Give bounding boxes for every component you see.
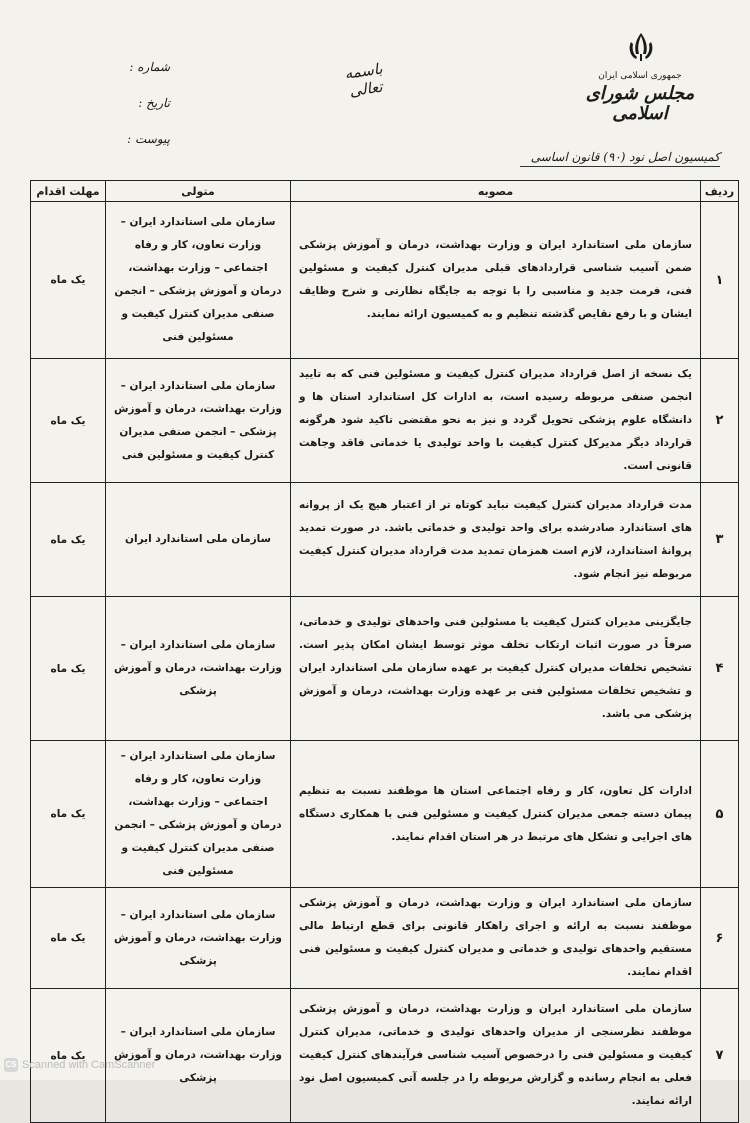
row-number: ۷	[701, 989, 739, 1123]
table-row	[31, 483, 739, 597]
motto: باسمه تعالی	[343, 59, 384, 101]
row-deadline: یک ماه	[31, 359, 106, 483]
row-resolution: سازمان ملی استاندارد ایران و وزارت بهداشت، درمان و آموزش پزشکی ضمن آسیب شناسی قراردادهای قبلی مدیران کنترل کیفیت و مسئولین فنی، فرمت جدید و مناسبی را با توجه به جایگاه نظارتی و شرح وظایف ایشان و با رفع نقایص گذشته تنظیم و به کمیسیون ارائه نمایند.	[291, 202, 701, 359]
row-deadline: یک ماه	[31, 202, 106, 359]
row-resolution: یک نسخه از اصل قرارداد مدیران کنترل کیفیت و مسئولین فنی که به تایید انجمن صنفی مربوطه رسیده است، به ادارات کل استاندارد استان ها و دانشگاه علوم پزشکی تحویل گردد و نیز به نحو مقتضی تاکید شود هرگونه قرارداد دیگر مدیرکل کنترل کیفیت با واحد تولیدی یا خدماتی فاقد وجاهت قانونی است.	[291, 359, 701, 483]
emblem-icon	[624, 30, 658, 64]
row-number: ۱	[701, 202, 739, 359]
row-responsible: سازمان ملی استاندارد ایران	[106, 483, 291, 597]
header-deadline: مهلت اقدام	[31, 181, 106, 202]
commission-name: کمیسیون اصل نود (۹۰) قانون اساسی	[520, 150, 720, 167]
row-deadline: یک ماه	[31, 888, 106, 989]
row-deadline: یک ماه	[31, 989, 106, 1123]
row-responsible: سازمان ملی استاندارد ایران – وزارت تعاون، کار و رفاه اجتماعی – وزارت بهداشت، درمان و آموزش پزشکی – انجمن صنفی مدیران کنترل کیفیت و مسئولین فنی	[106, 741, 291, 888]
table-row	[31, 359, 739, 483]
row-resolution: سازمان ملی استاندارد ایران و وزارت بهداشت، درمان و آموزش پزشکی موظفند نسبت به ارائه و اجرای راهکار قانونی برای قطع ارتباط مالی مستقیم واحدهای تولیدی و خدماتی و مدیران کنترل کیفیت و مسئولین فنی اقدام نمایند.	[291, 888, 701, 989]
row-resolution: جایگزینی مدیران کنترل کیفیت یا مسئولین فنی واحدهای تولیدی و خدماتی، صرفاً در صورت اثبات ارتکاب تخلف موثر توسط ایشان امکان پذیر است. تشخیص تخلفات مدیران کنترل کیفیت بر عهده سازمان ملی استاندارد ایران و تشخیص تخلفات مسئولین فنی بر عهده وزارت بهداشت، درمان و آموزش پزشکی می باشد.	[291, 597, 701, 741]
row-deadline: یک ماه	[31, 483, 106, 597]
republic-name: جمهوری اسلامی ایران	[598, 71, 682, 81]
row-number: ۴	[701, 597, 739, 741]
row-deadline: یک ماه	[31, 741, 106, 888]
header-row-number: ردیف	[701, 181, 739, 202]
table-row	[31, 597, 739, 741]
parliament-title	[570, 72, 710, 123]
date-label: تاریخ :	[138, 96, 170, 110]
row-responsible: سازمان ملی استاندارد ایران –وزارت بهداشت، درمان و آموزش پزشکی – انجمن صنفی مدیران کنترل کیفیت و مسئولین فنی	[106, 359, 291, 483]
row-responsible: سازمان ملی استاندارد ایران –وزارت بهداشت، درمان و آموزش پزشکی	[106, 888, 291, 989]
row-resolution: ادارات کل تعاون، کار و رفاه اجتماعی استان ها موظفند نسبت به تنظیم پیمان دسته جمعی مدیران کنترل کیفیت و مسئولین فنی با همکاری دستگاه های اجرایی و تشکل های مرتبط در هر استان اقدام نمایند.	[291, 741, 701, 888]
row-responsible: سازمان ملی استاندارد ایران –وزارت بهداشت، درمان و آموزش پزشکی	[106, 989, 291, 1123]
table-row	[31, 989, 739, 1123]
table-row	[31, 202, 739, 359]
scanner-watermark	[4, 1058, 155, 1072]
row-responsible: سازمان ملی استاندارد ایران – وزارت تعاون، کار و رفاه اجتماعی – وزارت بهداشت، درمان و آموزش پزشکی – انجمن صنفی مدیران کنترل کیفیت و مسئولین فنی	[106, 202, 291, 359]
table-header-row	[31, 181, 739, 202]
attachment-label: پیوست :	[127, 132, 170, 146]
meta-fields	[110, 60, 170, 168]
row-number: ۵	[701, 741, 739, 888]
row-resolution: سازمان ملی استاندارد ایران و وزارت بهداشت، درمان و آموزش پزشکی موظفند نظرسنجی از مدیران واحدهای تولیدی و خدماتی، مدیران کنترل کیفیت و مسئولین فنی را درخصوص آسیب شناسی فرآیندهای کنترل کیفیت فعلی به انجام رسانده و گزارش مربوطه را در جلسه آتی کمیسیون اصل نود ارائه نمایند.	[291, 989, 701, 1123]
table-row	[31, 888, 739, 989]
row-responsible: سازمان ملی استاندارد ایران –وزارت بهداشت، درمان و آموزش پزشکی	[106, 597, 291, 741]
camscanner-logo-icon: CS	[4, 1058, 18, 1072]
table-row	[31, 741, 739, 888]
header-responsible: متولی	[106, 181, 291, 202]
row-resolution: مدت قرارداد مدیران کنترل کیفیت نباید کوتاه تر از اعتبار هیچ یک از پروانه های استاندارد صادرشده برای واحد تولیدی و خدماتی باشد. در صورت تمدید پروانهٔ استاندارد، لازم است همزمان تمدید مدت قرارداد مدیران کنترل کیفیت مربوطه نیز انجام شود.	[291, 483, 701, 597]
row-number: ۳	[701, 483, 739, 597]
number-label: شماره :	[129, 60, 170, 74]
watermark-text: Scanned with CamScanner	[22, 1059, 156, 1071]
row-deadline: یک ماه	[31, 597, 106, 741]
row-number: ۲	[701, 359, 739, 483]
parliament-name: مجلس شورای اسلامی	[585, 82, 695, 124]
resolutions-table	[30, 180, 739, 1123]
row-number: ۶	[701, 888, 739, 989]
header-resolution: مصوبه	[291, 181, 701, 202]
